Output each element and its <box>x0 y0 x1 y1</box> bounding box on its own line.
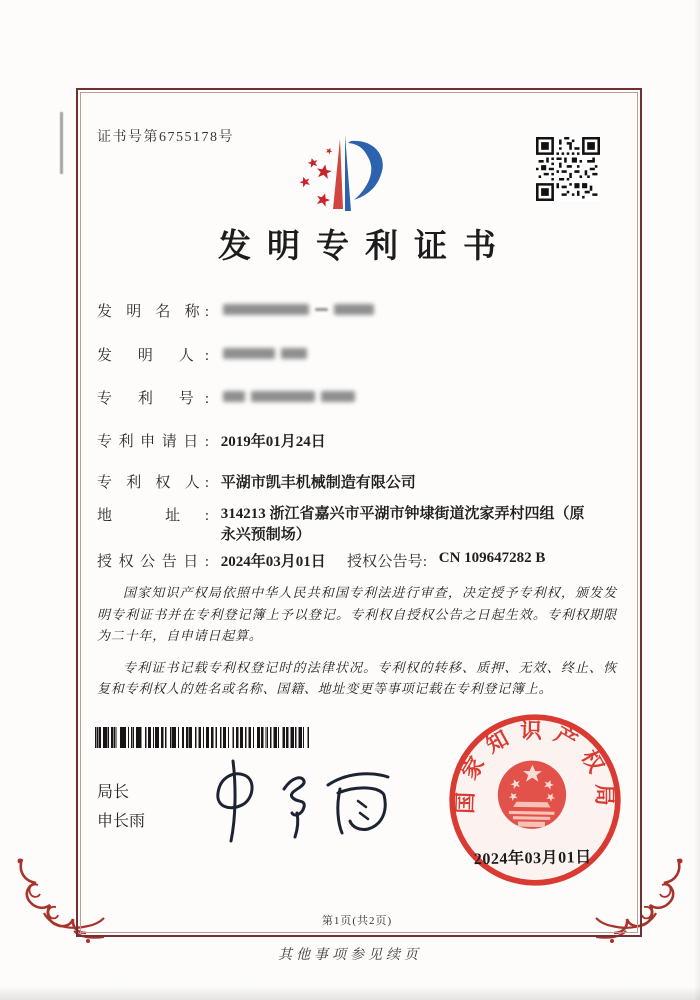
official-seal <box>445 710 624 889</box>
field-label: 发 明 名 称: <box>97 304 209 320</box>
qr-code <box>536 137 600 201</box>
signature-handwriting <box>200 755 400 847</box>
field-value: 平湖市凯丰机械制造有限公司 <box>220 475 416 491</box>
field-inventor <box>97 344 307 365</box>
field-label: 专 利 权 人: <box>97 475 209 491</box>
field-invention-name <box>97 300 374 321</box>
field-label: 发 明 人: <box>97 348 209 364</box>
seal-text: 国家知识产权局 <box>453 718 617 817</box>
legal-paragraph-1: 国家知识产权局依照中华人民共和国专利法进行审查，决定授予专利权，颁发发明专利证书并在专利登记簿上予以登记。专利权自授权公告之日起生效。专利权期限为二十年，自申请日起算。 <box>97 585 617 643</box>
field-label: 专 利 号: <box>97 391 209 407</box>
barcode <box>95 727 309 748</box>
redacted-value <box>223 387 355 405</box>
scan-shadow <box>694 0 700 1000</box>
field-value: 2019年01月24日 <box>220 434 326 450</box>
certificate-number: 证书号第6755178号 <box>97 130 234 145</box>
field-value: CN 109647282 B <box>438 550 546 566</box>
field-patentee <box>97 471 416 492</box>
redacted-value <box>223 344 307 362</box>
field-label: 授权公告日: <box>97 554 209 570</box>
scan-artifact <box>60 112 63 174</box>
scan-shadow <box>0 986 700 1000</box>
seal-date: 2024年03月01日 <box>473 849 592 869</box>
field-value: 2024年03月01日 <box>220 554 326 570</box>
field-grant-number <box>347 550 545 571</box>
director-title: 局长 <box>97 784 130 801</box>
redacted-value <box>223 300 374 318</box>
legal-text <box>97 582 617 710</box>
field-grant-date <box>97 550 326 571</box>
director-name: 申长雨 <box>97 813 146 830</box>
field-address <box>97 504 593 546</box>
field-label: 地 址: <box>97 508 209 524</box>
field-label: 授权公告号: <box>347 554 427 570</box>
field-patent-number <box>97 387 355 408</box>
cnipa-logo-icon <box>283 131 423 215</box>
page-number: 第1页(共2页) <box>321 915 393 927</box>
continuation-note: 其他事项参见续页 <box>278 948 422 963</box>
certificate-title: 发明专利证书 <box>218 229 512 265</box>
legal-paragraph-2: 专利证书记载专利权登记时的法律状况。专利权的转移、质押、无效、终止、恢复和专利权人的姓名或名称、国籍、地址变更等事项记载在专利登记簿上。 <box>97 659 617 696</box>
field-application-date <box>97 430 326 451</box>
field-label: 专利申请日: <box>97 434 209 450</box>
field-value: 314213 浙江省嘉兴市平湖市钟埭街道沈家弄村四组（原永兴预制场） <box>220 506 585 543</box>
